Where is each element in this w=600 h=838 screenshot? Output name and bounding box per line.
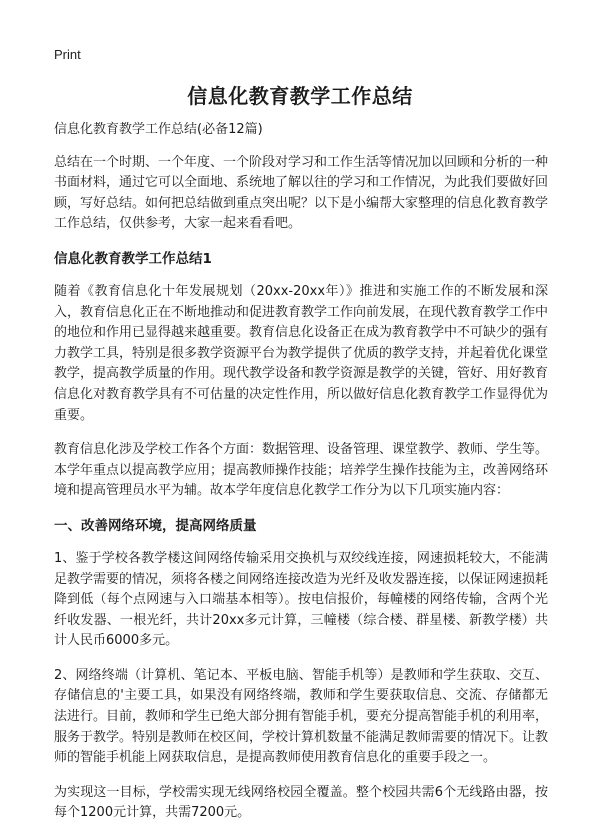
body-paragraph: 教育信息化涉及学校工作各个方面：数据管理、设备管理、课堂教学、教师、学生等。本学年重点以提高教学应用；提高教师操作技能；培养学生操作技能为主，改善网络环境和提高管理员水平为辅。故本学年度信息化教学工作分为以下几项实施内容： [54, 442, 549, 499]
page-title: 信息化教育教学工作总结 [187, 84, 413, 108]
list-item: 2、网络终端（计算机、笔记本、平板电脑、智能手机等）是教师和学生获取、交互、存储信息的'主要工具，如果没有网络终端，教师和学生要获取信息、交流、存储都无法进行。目前，教师和学生已绝大部分拥有智能手机，要充分提高智能手机的利用率，服务于教学。特别是教师在校区间，学校计算机数量不能满足教师需要的情况下。让教师的智能手机能上网获取信息，是提高教师使用教育信息化的重要手段之一。 [54, 667, 549, 766]
document-body [54, 120, 548, 838]
section-heading: 信息化教育教学工作总结1 [54, 250, 212, 267]
subsection-heading: 一、改善网络环境，提高网络质量 [54, 517, 257, 534]
body-paragraph: 随着《教育信息化十年发展规划（20xx-20xx年）》推进和实施工作的不断发展和深入，教育信息化正在不断地推动和促进教育教学工作向前发展，在现代教育教学工作中的地位和作用已显得越来越重要。教育信息化设备正在成为教育教学中不可缺少的强有力教学工具，特别是很多教学资源平台为教学提供了优质的教学支持，并起着优化课堂教学，提高教学质量的作用。现代教学设备和教学资源是教学的关键，管好、用好教育信息化对教育教学具有不可估量的决定性作用，所以做好信息化教育教学工作显得优为重要。 [54, 283, 549, 423]
intro-paragraph: 总结在一个时期、一个年度、一个阶段对学习和工作生活等情况加以回顾和分析的一种书面材料，通过它可以全面地、系统地了解以往的学习和工作情况，为此我们要做好回顾，写好总结。如何把总结做到重点突出呢？以下是小编帮大家整理的信息化教育教学工作总结，仅供参考，大家一起来看看吧。 [54, 154, 549, 232]
document-subtitle: 信息化教育教学工作总结(必备12篇) [54, 122, 263, 137]
print-link[interactable]: Print [54, 47, 81, 62]
body-paragraph: 为实现这一目标，学校需实现无线网络校园全覆盖。整个校园共需6个无线路由器，按每个1200元计算，共需7200元。 [54, 784, 548, 821]
list-item: 1、鉴于学校各教学楼这间网络传输采用交换机与双绞线连接，网速损耗较大，不能满足教学需要的情况，须将各楼之间网络连接改造为光纤及收发器连接，以保证网速损耗降到低（每个点网速与入口端基本相等）。按电信报价，每幢楼的网络传输，含两个光纤收发器、一根光纤，共计20xx多元计算，三幢楼（综合楼、群星楼、新教学楼）共计人民币6000多元。 [54, 550, 549, 649]
